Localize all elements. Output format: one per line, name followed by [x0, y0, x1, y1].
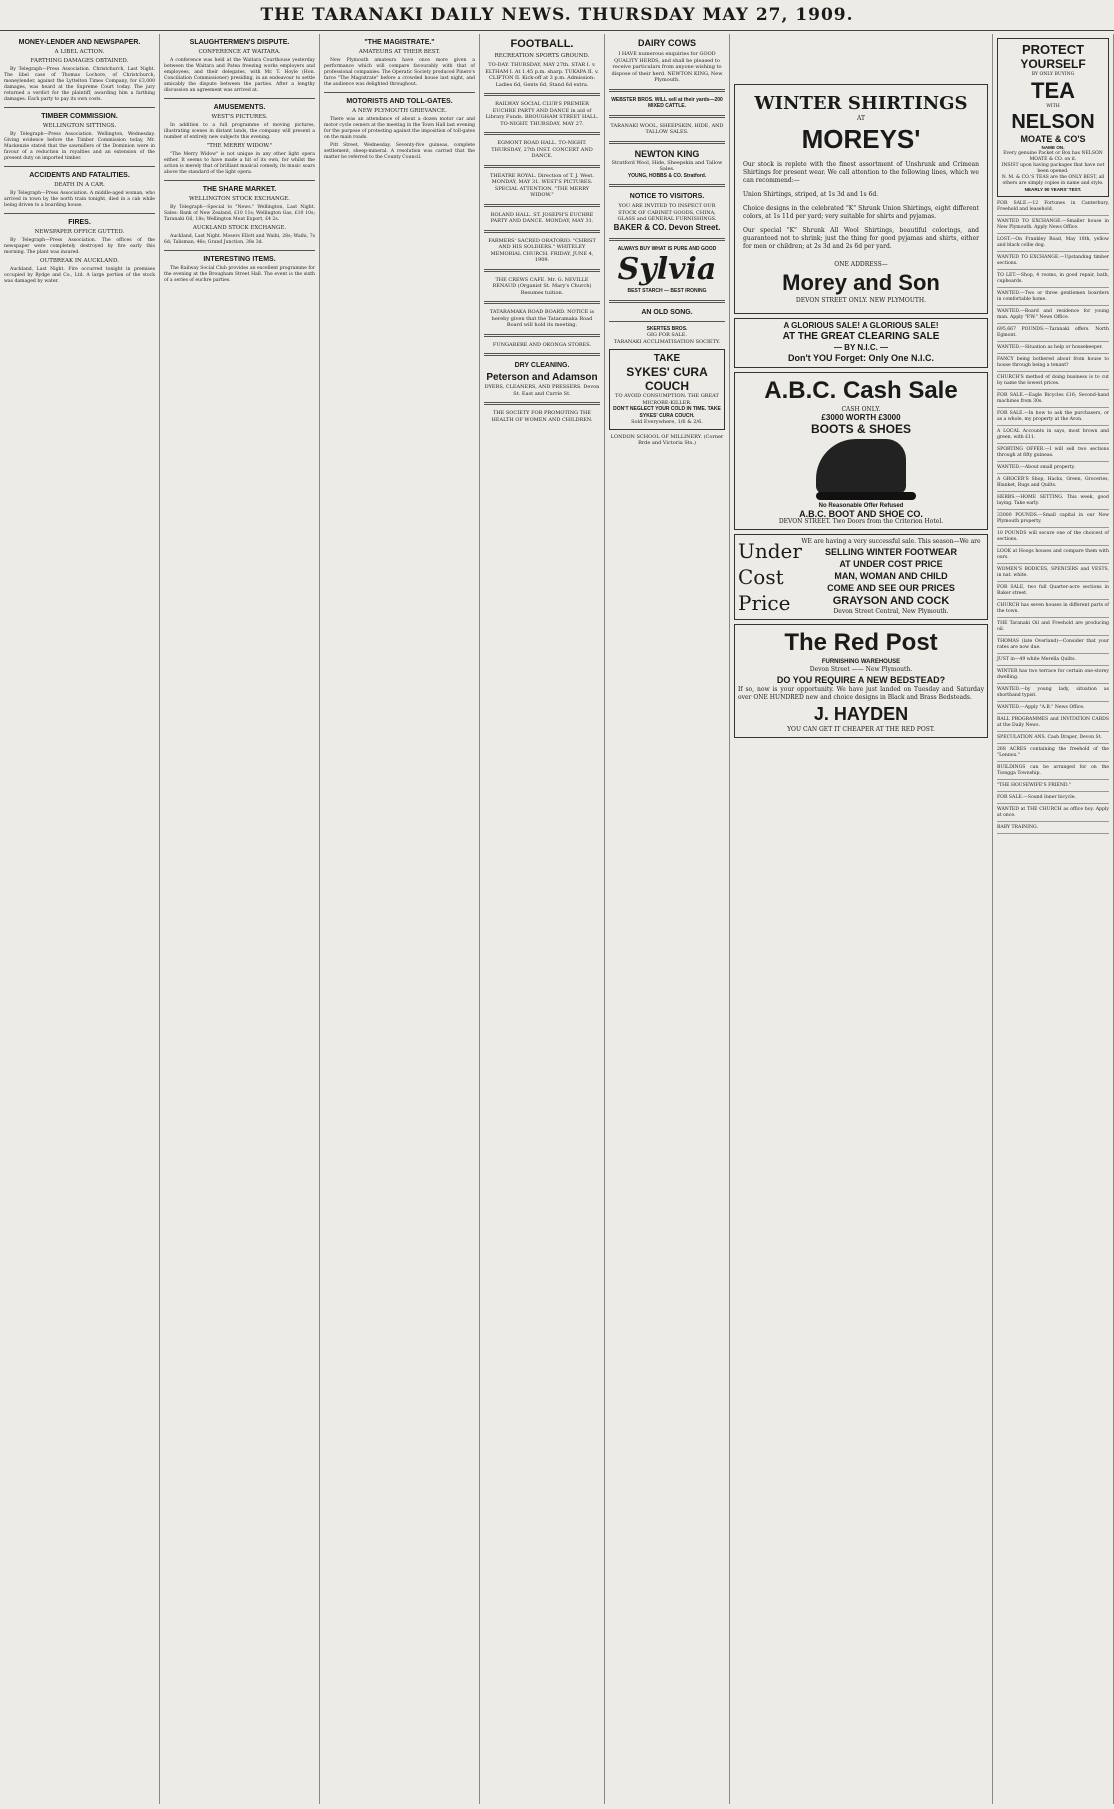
classified-ad: LOST.—On Frankley Road, May 18th, yellow and black collie dog. [997, 237, 1109, 252]
ad-theatre-royal: THEATRE ROYAL. Direction of T. J. West. MONDAY, MAY 31. WEST'S PICTURES. SPECIAL ATTENTION. "THE MERRY WIDOW." [490, 172, 594, 198]
ad-nelson-name: NAME ON. [1041, 145, 1065, 150]
article-body: New Plymouth amateurs have once more given a performance which will compare favourably with that of professional companies. The Operatic Society produced Pinero's farce "The Magistrate" before a crowded house last night, and the audience was delighted throughout. [324, 58, 475, 87]
article-body: Auckland, Last Night. Mosers Ellott and Waihi, 28s; Waihi, 7s 6d; Talisman, 46s; Grand Junction, 38s 3d. [164, 234, 315, 245]
subhead-amateurs: AMATEURS AT THEIR BEST. [358, 49, 441, 55]
headline-dairy-cows: DAIRY COWS [637, 38, 696, 48]
ad-gig-sale: GIG FOR SALE. [646, 332, 688, 338]
ad-moreys-name: Morey and Son [782, 270, 940, 295]
classified-ad: WANTED at THE CHURCH as office boy. Apply at once. [997, 807, 1109, 822]
classified-ad: FOR SALE, two full Quarter-acre sections in Baker street. [997, 585, 1109, 600]
ad-glorious-head: A GLORIOUS SALE! A GLORIOUS SALE! [783, 321, 939, 330]
ad-sykes-sold: Sold Everywhere, 1/6 & 2/6. [631, 419, 703, 425]
column-3 [320, 34, 480, 1804]
headline-slaughtermen: SLAUGHTERMEN'S DISPUTE. [189, 39, 290, 46]
subhead-wellington: WELLINGTON SITTINGS. [42, 123, 117, 129]
classified-ad: "THE HOUSEWIFE'S FRIEND." [997, 783, 1109, 792]
subhead-merry-widow: "THE MERRY WIDOW." [206, 143, 273, 149]
ad-railway-club: RAILWAY SOCIAL CLUB'S PREMIER EUCHRE PARTY AND DANCE in aid of Library Funds. BROUGHAM STREET HALL. TO-NIGHT. THURSDAY, MAY 27. [485, 101, 599, 127]
classified-ad: WANTED TO EXCHANGE.—Upstanding timber sections. [997, 255, 1109, 270]
ad-nelson-tea [997, 38, 1109, 197]
ad-abc-addr: DEVON STREET. Two Doors from the Criterion Hotel. [778, 518, 944, 525]
ad-moreys-body3: Choice designs in the celebrated "K" Shrunk Union Shirtings, eight different colors, at 1s 11d per yard; very suitable for shirts and pyjamas. [743, 205, 979, 220]
subhead-wellington-stock: WELLINGTON STOCK EXCHANGE. [189, 196, 290, 202]
subhead-auckland: OUTBREAK IN AUCKLAND. [40, 258, 119, 264]
classified-ad: A GROCER'S Shop, Hacks, Green, Groceries, Blanket, Rugs and Quilts. [997, 477, 1109, 492]
ad-abc-co: A.B.C. BOOT AND SHOE CO. [799, 509, 923, 519]
classified-ad: FANCY being bothered about from house to house through being a tenant? [997, 357, 1109, 372]
article-body: Pitt Street, Wednesday, Seventy-five guineas, complete settlement, sheep-mineral. A resolution was carried that the matter be referred to the County Council. [324, 143, 475, 160]
headline-notice-visitors: NOTICE TO VISITORS. [629, 193, 705, 200]
ad-road-board: TATARAMAKA ROAD BOARD. NOTICE is hereby given that the Tataramaka Road Board will hold its meeting. [489, 309, 595, 328]
ad-moreys [734, 84, 988, 314]
ad-grayson-co: GRAYSON AND COCK [832, 595, 950, 607]
ad-glorious-forget: Don't YOU Forget: Only One N.I.C. [788, 353, 934, 363]
ad-grayson-h3: MAN, WOMAN AND CHILD [834, 571, 948, 581]
subhead-auckland-stock: AUCKLAND STOCK EXCHANGE. [192, 225, 287, 231]
classified-ad: 33000 POUNDS.—Small capital in our New Plymouth property. [997, 513, 1109, 528]
ad-sykes-take: TAKE [653, 353, 681, 364]
classified-ad: CHURCH'S method of doing business is to cut by name the lowest prices. [997, 375, 1109, 390]
ad-sylvia-starch: BEST STARCH — BEST IRONING [627, 288, 707, 294]
boot-illustration [816, 439, 906, 494]
ad-red-post-title: The Red Post [784, 629, 938, 656]
headline-timber: TIMBER COMMISSION. [41, 113, 118, 120]
classified-ad: WANTED.—Two or three gentlemen boarders in comfortable home. [997, 291, 1109, 306]
classified-ad: THOMAS (late Overland)—Consider that your rates are now due. [997, 639, 1109, 654]
column-5 [605, 34, 730, 1804]
classified-ad: WOMEN'S BODICES, SPENCERS and VESTS, in nat. white. [997, 567, 1109, 582]
ad-newton-king: NEWTON KING [634, 148, 700, 159]
classified-ad: TO LET.—Shop, 4 rooms, in good repair, bath, cupboards. [997, 273, 1109, 288]
ad-cabinet-goods: YOU ARE INVITED TO INSPECT OUR STOCK OF CABINET GOODS, CHINA, GLASS and GENERAL FURNISHINGS. [617, 203, 717, 222]
ad-moreys-addr: ONE ADDRESS— [834, 261, 888, 268]
headline-magistrate: "THE MAGISTRATE." [364, 39, 435, 46]
headline-motorists: MOTORISTS AND TOLL-GATES. [346, 98, 453, 105]
ad-grayson-body: WE are having a very successful sale. This season—We are [801, 538, 981, 545]
ad-nelson-genuine: Every genuine Packet or Box has NELSON MOATE & CO. on it. [1003, 151, 1103, 162]
ad-egmont-hall: EGMONT ROAD HALL. TO-NIGHT. THURSDAY, 27th INST. CONCERT AND DANCE. [491, 140, 593, 159]
ad-renaud: THE CREWS CAFE. Mr. G. NEVILLE RENAUD (Organist St. Mary's Church) Resumes tuition. [492, 276, 592, 296]
ad-sylvia-tagline: ALWAYS BUY WHAT IS PURE AND GOOD [617, 245, 717, 252]
ad-grayson-h4: COME AND SEE OUR PRICES [827, 583, 955, 593]
ad-moreys-body4: Our special "K" Shrunk All Wool Shirtings, beautiful colorings, and guaranteed not to shrink; just the thing for good pyjamas and shirts, either for men or children; at 2s 3d and 2s 6d per yard. [743, 227, 979, 250]
ad-glorious-by: — BY N.I.C. — [833, 343, 889, 352]
ad-nelson-insist: INSIST upon having packages that have not been opened. [1001, 163, 1105, 174]
ad-roland-hall: ROLAND HALL. ST. JOSEPH'S EUCHRE PARTY AND DANCE. MONDAY, MAY 31. [490, 211, 594, 224]
ad-nelson-test: NEARLY 90 YEARS' TEST. [1024, 187, 1082, 192]
article-body: In addition to a full programme of moving pictures, illustrating scenes in distant lands, the company will present a number of entirely new subjects this evening. [164, 123, 315, 140]
column-1 [0, 34, 160, 1804]
ad-grayson-cock [734, 534, 988, 620]
ad-grayson-h1: SELLING WINTER FOOTWEAR [825, 547, 957, 557]
subhead-death: DEATH IN A CAR. [54, 182, 105, 188]
ad-sykes-neglect: DON'T NEGLECT YOUR COLD IN TIME. TAKE SYKES' CURA COUCH. [613, 406, 721, 419]
classified-ad: WANTED.—by young lady, situation as shorthand typist. [997, 687, 1109, 702]
headline-moneylender: MONEY-LENDER AND NEWSPAPER. [18, 39, 141, 46]
ad-dairy-cows: I HAVE numerous enquiries for GOOD QUALITY HERDS, and shall be pleased to receive particulars from anyone wishing to dispose of their herd. NEWTON KING, New Plymouth. [611, 51, 723, 83]
ad-grayson-addr: Devon Street Central, New Plymouth. [833, 608, 949, 615]
ad-nelson-moate: MOATE & CO'S [1020, 134, 1086, 144]
ad-nelson-brand: NELSON [1011, 111, 1095, 133]
classified-ad: HERBS.—HOME SETTING. This week, good laying. Take early. [997, 495, 1109, 510]
ad-abc-offer: No Reasonable Offer Refused [818, 503, 904, 509]
subhead-libel: A LIBEL ACTION. [54, 49, 105, 55]
ad-skertes: SKERTES BROS. [646, 325, 688, 332]
headline-old-song: AN OLD SONG. [641, 308, 693, 316]
column-7 [993, 34, 1114, 1804]
classified-ad: WANTED.—Board and residence for young man. Apply "P.W." News Office. [997, 309, 1109, 324]
ad-abc-title: A.B.C. Cash Sale [764, 377, 958, 404]
ad-red-post-name: J. HAYDEN [813, 704, 909, 724]
headline-amusements: AMUSEMENTS. [213, 104, 266, 111]
ad-abc-price: £3000 WORTH £3000 [821, 413, 901, 422]
ad-dyers: DYERS, CLEANERS, AND PRESSERS. Devon St. East and Currie St. [484, 384, 600, 397]
subhead-farthing: FARTHING DAMAGES OBTAINED. [30, 58, 129, 64]
subhead-newspaper: NEWSPAPER OFFICE GUTTED. [34, 229, 125, 235]
ad-sykes-body: TO AVOID CONSUMPTION. THE GREAT MICROBE-KILLER. [615, 393, 719, 406]
ad-abc-sale [734, 372, 988, 530]
classified-ad: SPECULATION ANS. Cash Draper, Devon St. [997, 735, 1109, 744]
column-6 [730, 34, 993, 1804]
article-body: A conference was held at the Waitara Courthouse yesterday between the Waitara and Patea freezing works employers and employees, and their delegates, with Mr. T. Hoyle (Hon. Conciliation Commissioner) presiding, in an endeavour to settle amicably the dispute between the parties. After a lengthy discussion an agreement was arrived at. [164, 58, 315, 93]
ad-nelson-tea-word: TEA [1031, 78, 1075, 103]
classified-ad: LOOK at Hoogs houses and compare them with ours. [997, 549, 1109, 564]
ad-football: TO-DAY. THURSDAY, MAY 27th. STAR I. v. ELTHAM I. At 1.45 p.m. sharp. TUKAPA II. v. CLIFTON II. Kick-off at 3 p.m. Admission: Ladies 6d, Gents 6d, Stand 6d extra. [485, 62, 599, 88]
column-2 [160, 34, 320, 1804]
classified-ad: THE Taranaki Oil and Freehold are producing oil. [997, 621, 1109, 636]
ad-nelson-best: N. M. & CO.'S TEAS are the ONLY BEST, all others are simply copies in name and style. [1001, 175, 1105, 186]
headline-share-market: THE SHARE MARKET. [202, 186, 277, 193]
ad-wool-sales: TARANAKI WOOL, SHEEPSKIN, HIDE, AND TALLOW SALES. [610, 122, 724, 135]
ad-society: THE SOCIETY FOR PROMOTING THE HEALTH OF WOMEN AND CHILDREN. [491, 410, 593, 423]
classified-ad: BUILDINGS can be arranged for on the Tiongga Township. [997, 765, 1109, 780]
ad-stratford-sales: Stratford Wool, Hide, Sheepskin and Tallow Sales. [611, 159, 723, 172]
subhead-recreation: RECREATION SPORTS GROUND. [494, 53, 590, 59]
article-body: By Telegraph—Special to "News." Wellington, Last Night. Sales: Bank of New Zealand, £10 11s; Wellington Gas, £10 10s; Taranaki Oil, 18s; Wellington Meat Export, £4 2s. [164, 205, 315, 222]
ad-glorious-sub: AT THE GREAT CLEARING SALE [782, 331, 940, 342]
classified-ad: 695,667 POUNDS.—Taranaki offers. North Egmont. [997, 327, 1109, 342]
headline-fires: FIRES. [68, 219, 91, 226]
subhead-wests: WEST'S PICTURES. [211, 114, 268, 120]
ad-moreys-at: AT [856, 115, 865, 122]
ad-baker: BAKER & CO. Devon Street. [613, 222, 721, 232]
article-body: The Railway Social Club provides an excellent programme for the evening at the Brougham Street Hall. The event is the sixth of a series of euchre parties. [164, 266, 315, 283]
classified-ad: WANTED.—Apply "A.B." News Office. [997, 705, 1109, 714]
subhead-conference: CONFERENCE AT WAITARA. [198, 49, 281, 55]
classified-ad: BABY TRAINING. [997, 825, 1109, 834]
ad-red-post-loc: Devon Street —— New Plymouth. [809, 666, 913, 673]
ad-red-post-body: If so, now is your opportunity. We have just landed on Tuesday and Saturday over ONE HUNDRED new and choice designs in Black and Brass Bedsteads. [738, 686, 984, 701]
ad-abc-cash: CASH ONLY. [841, 406, 881, 413]
ad-nelson-with: WITH [1046, 104, 1060, 109]
headline-accidents: ACCIDENTS AND FATALITIES. [29, 172, 130, 179]
ad-grayson-h2: AT UNDER COST PRICE [839, 559, 943, 569]
ad-stores: FUNGARERE AND OKONGA STORES. [492, 341, 592, 348]
ad-nelson-buying: BY ONLY BUYING [1031, 72, 1075, 77]
classified-ad: BALL PROGRAMMES and INVITATION CARDS at the Daily News. [997, 717, 1109, 732]
ad-webster: WEBSTER BROS. WILL sell at their yards—200 MIXED CATTLE. [611, 96, 723, 109]
classified-ad: A LOCAL Accounts in says, most brown and green, with £11. [997, 429, 1109, 444]
headline-dry-cleaning: DRY CLEANING. [514, 362, 570, 369]
ad-millinery: LONDON SCHOOL OF MILLINERY. (Corner Brde and Victoria Sts.) [610, 433, 724, 446]
ad-sylvia-logo: Sylvia [617, 252, 717, 287]
classified-ad: WANTED.—About small property. [997, 465, 1109, 474]
ad-young-hobbs: YOUNG, HOBBS & CO. Stratford. [627, 172, 707, 179]
ad-moreys-brand: MOREYS' [801, 124, 921, 154]
headline-football: FOOTBALL. [510, 38, 574, 50]
ad-oratorio: FARMERS' SACRED ORATORIO. "CHRIST AND HIS SOLDIERS." WHITELEY MEMORIAL CHURCH. FRIDAY, JUNE 4, 1909. [488, 237, 596, 263]
article-body: Auckland, Last Night. Fire occurred tonight in premises occupied by Rydge and Co., Ltd. A large portion of the stock was damaged by water. [4, 267, 155, 284]
classified-ad: WANTED TO EXCHANGE.—Smaller house in New Plymouth. Apply News Office. [997, 219, 1109, 234]
ad-sykes [609, 349, 725, 430]
column-4 [480, 34, 605, 1804]
ad-red-post [734, 624, 988, 738]
classifieds-list [997, 201, 1109, 834]
classified-ad: WINTER has two terrace for certain one-storey dwelling. [997, 669, 1109, 684]
ad-nelson-yourself: YOURSELF [1020, 57, 1086, 71]
ad-peterson-adamson: Peterson and Adamson [486, 372, 598, 383]
classified-ad: FOR SALE.—12 Fortunes in Canterbury, Freehold and leasehold. [997, 201, 1109, 216]
masthead: THE TARANAKI DAILY NEWS. THURSDAY MAY 27, 1909. [0, 0, 1114, 31]
ad-moreys-body1: Our stock is replete with the finest assortment of Unshrunk and Crimean Shirtings for present wear. We call attention to the following lines, which we can recommend:— [743, 161, 979, 184]
classified-ad: CHURCH has seven houses in different parts of the town. [997, 603, 1109, 618]
ad-acclimatisation: TARANAKI ACCLIMATISATION SOCIETY. [613, 338, 721, 345]
classified-ad: SPORTING OFFER.—I will sell two sections through at fifty guineas. [997, 447, 1109, 462]
headline-interesting: INTERESTING ITEMS. [203, 256, 276, 263]
classified-ad: JUST in—49 white Merella Quilts. [997, 657, 1109, 666]
ad-abc-boots: BOOTS & SHOES [810, 422, 911, 436]
classified-ad: 268 ACRES containing the freehold of the "Lennox." [997, 747, 1109, 762]
ad-red-post-sub: FURNISHING WAREHOUSE [821, 659, 901, 665]
ad-sykes-title: SYKES' CURA COUCH [626, 365, 708, 393]
ad-moreys-title: WINTER SHIRTINGS [754, 93, 968, 114]
article-body: "The Merry Widow" is not unique in any other light opera either. It seems to have made a hit of its own, for whilst the action is merely that of brilliant musical comedy, its music soars above the standard of the light opera. [164, 152, 315, 175]
classified-ad: FOR SALE.—Eagle Bicycles £16; Second-hand machines from 30s. [997, 393, 1109, 408]
classified-ad: WANTED.—Situation as help or housekeeper. [997, 345, 1109, 354]
ad-moreys-loc: DEVON STREET ONLY. NEW PLYMOUTH. [795, 297, 927, 304]
ad-red-post-foot: YOU CAN GET IT CHEAPER AT THE RED POST. [787, 726, 935, 733]
ad-moreys-body2: Union Shirtings, striped, at 1s 3d and 1s 6d. [743, 191, 879, 198]
ad-glorious-sale [734, 318, 988, 368]
article-body: By Telegraph—Press Association. The offices of the newspaper were completely destroyed by fire early this morning. The plant was insured. [4, 238, 155, 255]
article-body: By Telegraph—Press Association. Christchurch, Last Night. The libel case of Thomas Lochore, of Christchurch, moneylender, against the Lyttelton Times Company, for £3,000 damages, was heard at the Supreme Court today. The jury returned a verdict for the plaintiff, awarding him a farthing damages. Each party to pay its own costs. [4, 67, 155, 102]
article-body: There was an attendance of about a dozen motor car and motor cycle owners at the meeting in the Town Hall last evening for the purpose of protesting against the imposition of toll-gates on the main roads. [324, 117, 475, 140]
ad-nelson-protect: PROTECT [1021, 42, 1085, 57]
classified-ad: FOR SALE.—Sound Inner bicycle. [997, 795, 1109, 804]
article-body: By Telegraph—Press Association. A middle-aged woman, who arrived in town by the north train tonight, died in a cab while being driven to a boarding house. [4, 191, 155, 208]
ad-under-cost: Under Cost Price [738, 539, 802, 615]
classified-ad: 10 POUNDS will secure one of the choicest of sections. [997, 531, 1109, 546]
classified-ad: FOR SALE.—In how to ask the purchasers, or as a whole, my property at the Avon. [997, 411, 1109, 426]
ad-red-post-q: DO YOU REQUIRE A NEW BEDSTEAD? [776, 675, 946, 685]
article-body: By Telegraph—Press Association. Wellington, Wednesday. Giving evidence before the Timber Commission today, Mr. Mackenzie stated that the sawmillers of the Dominion were in favour of a reduction in royalties and an extension of the present duty on imported timber. [4, 132, 155, 161]
subhead-grievance: A NEW PLYMOUTH GRIEVANCE. [352, 108, 447, 114]
